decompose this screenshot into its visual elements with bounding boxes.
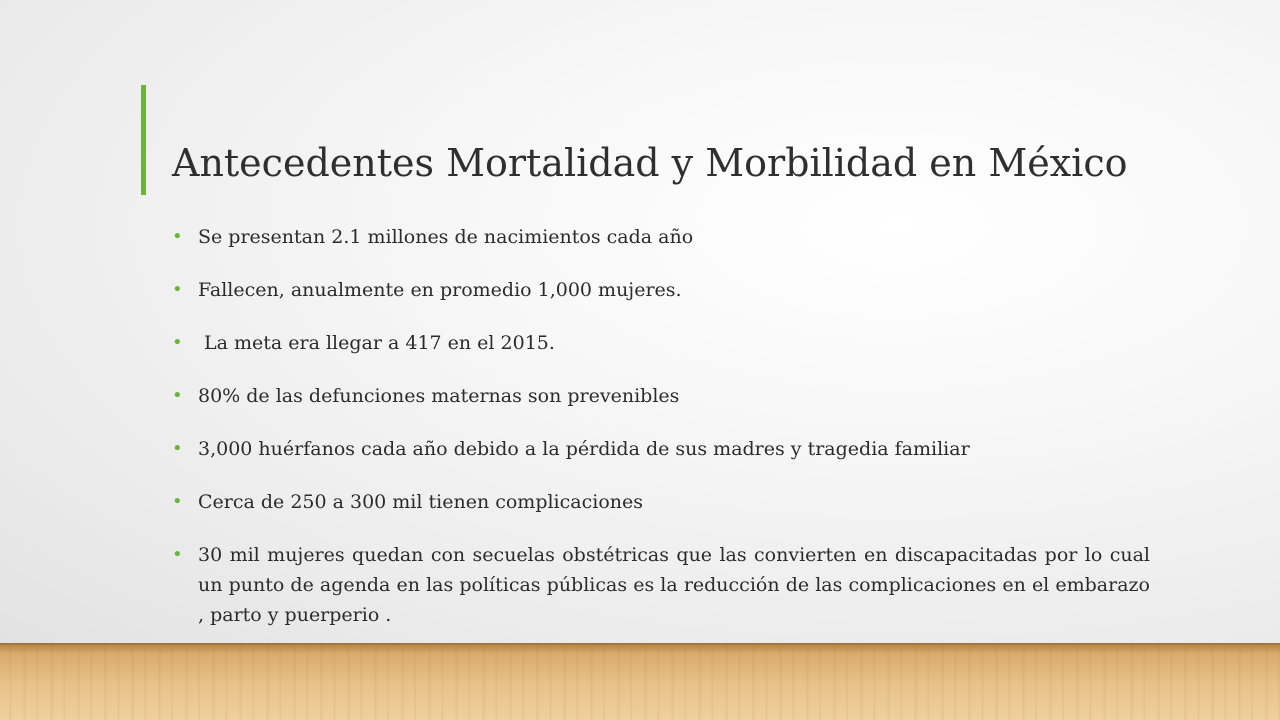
bullet-item (172, 328, 1150, 358)
bullet-item (172, 275, 1150, 305)
bullet-dot-icon: • (172, 491, 183, 512)
bullet-item (172, 434, 1150, 464)
bullet-item (172, 222, 1150, 252)
bullet-dot-icon: • (172, 279, 183, 300)
bullet-dot-icon: • (172, 226, 183, 247)
bullet-text: La meta era llegar a 417 en el 2015. (198, 332, 555, 354)
bullet-dot-icon: • (172, 385, 183, 406)
bullet-text: Fallecen, anualmente en promedio 1,000 mujeres. (198, 279, 682, 301)
bullet-item (172, 381, 1150, 411)
slide-title: Antecedentes Mortalidad y Morbilidad en México (172, 141, 1128, 185)
title-accent-bar (141, 85, 146, 195)
bullet-dot-icon: • (172, 332, 183, 353)
bullet-list (172, 222, 1150, 653)
bullet-item (172, 487, 1150, 517)
bullet-text: 30 mil mujeres quedan con secuelas obstétricas que las convierten en discapacitadas por lo cual un punto de agenda en las políticas públicas es la reducción de las complicaciones en el embarazo , parto y puerperio . (198, 544, 1150, 626)
bullet-text: 80% de las defunciones maternas son prevenibles (198, 385, 680, 407)
bullet-text: Se presentan 2.1 millones de nacimientos cada año (198, 226, 694, 248)
wood-floor-decoration (0, 645, 1280, 720)
bullet-dot-icon: • (172, 544, 183, 565)
bullet-dot-icon: • (172, 438, 183, 459)
bullet-text: Cerca de 250 a 300 mil tienen complicaciones (198, 491, 643, 513)
bullet-item (172, 540, 1150, 630)
bullet-text: 3,000 huérfanos cada año debido a la pérdida de sus madres y tragedia familiar (198, 438, 970, 460)
